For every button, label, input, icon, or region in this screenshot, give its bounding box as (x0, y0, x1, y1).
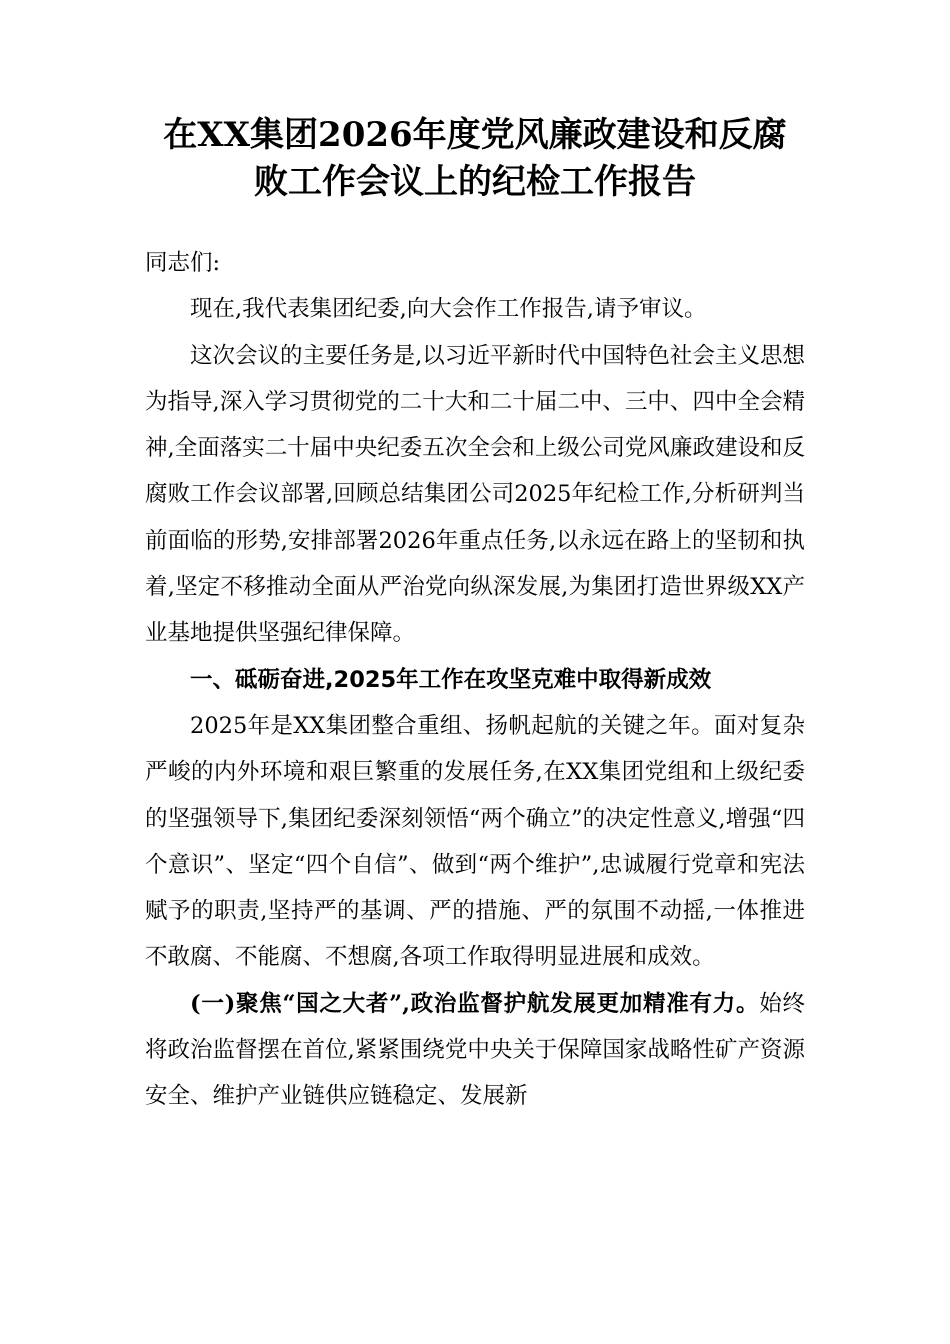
paragraph-subsection-1 (145, 981, 805, 1120)
section-heading-1: 一、砥砺奋进,2025年工作在攻坚克难中取得新成效 (190, 666, 712, 693)
subsection-heading-1: (一)聚焦“国之大者”,政治监督护航发展更加精准有力。 (190, 990, 760, 1017)
paragraph-main-tasks: 这次会议的主要任务是,以习近平新时代中国特色社会主义思想为指导,深入学习贯彻党的二十大和二十届二中、三中、四中全会精神,全面落实二十届中央纪委五次全会和上级公司党风廉政建设和反腐败工作会议部署,回顾总结集团公司2025年纪检工作,分析研判当前面临的形势,安排部署2026年重点任务,以永远在路上的坚韧和执着,坚定不移推动全面从严治党向纵深发展,为集团打造世界级XX产业基地提供坚强纪律保障。 (145, 342, 805, 647)
paragraph-2025-overview: 2025年是XX集团整合重组、扬帆起航的关键之年。面对复杂严峻的内外环境和艰巨繁重的发展任务,在XX集团党组和上级纪委的坚强领导下,集团纪委深刻领悟“两个确立”的决定性意义,增强“四个意识”、坚定“四个自信”、做到“两个维护”,忠诚履行党章和宪法赋予的职责,坚持严的基调、严的措施、严的氛围不动摇,一体推进不敢腐、不能腐、不想腐,各项工作取得明显进展和成效。 (145, 712, 805, 971)
title-line-1: 在XX集团2026年度党风廉政建设和反腐 (163, 115, 787, 155)
document-title (100, 112, 850, 206)
subsection-1-text: 始终将政治监督摆在首位,紧紧围绕党中央关于保障国家战略性矿产资源安全、维护产业链供应链稳定、发展新 (145, 990, 805, 1110)
document-body (145, 240, 805, 1120)
title-line-2: 败工作会议上的纪检工作报告 (254, 162, 696, 202)
salutation: 同志们: (145, 250, 221, 276)
paragraph-intro: 现在,我代表集团纪委,向大会作工作报告,请予审议。 (190, 296, 707, 323)
